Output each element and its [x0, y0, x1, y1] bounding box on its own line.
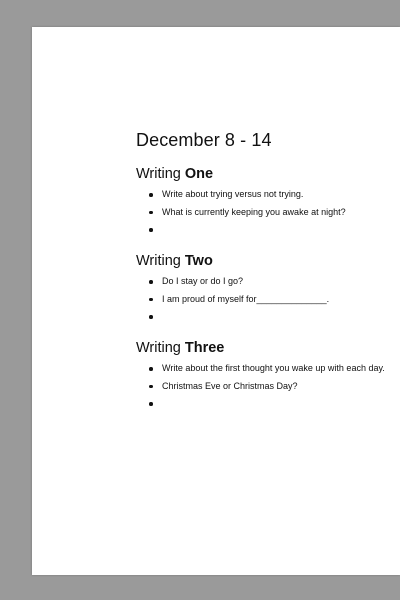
list-item-text: Christmas Eve or Christmas Day? [162, 380, 298, 391]
section-heading-prefix: Writing [136, 166, 181, 182]
section-heading-number: Three [184, 340, 225, 356]
bullet-icon [149, 367, 153, 371]
list-item-text: I am proud of myself for______________. [162, 293, 330, 304]
section-two-list [149, 273, 329, 326]
section-heading-number: One [184, 166, 214, 182]
section-heading-one [136, 166, 213, 182]
list-item-text: Write about the first thought you wake up with each day. [162, 363, 385, 373]
section-heading-number: Two [184, 253, 213, 269]
list-item [149, 186, 346, 204]
document-page [32, 27, 400, 575]
list-item [149, 378, 385, 396]
bullet-icon [149, 298, 153, 302]
bullet-icon [149, 211, 153, 215]
bullet-icon [149, 385, 153, 389]
list-item [149, 395, 385, 413]
bullet-icon [149, 280, 153, 284]
section-heading-three [136, 340, 224, 356]
list-item [149, 204, 346, 222]
section-heading-two [136, 253, 213, 269]
bullet-icon [149, 193, 153, 197]
section-three-list [149, 360, 385, 413]
list-item [149, 221, 346, 239]
list-item [149, 308, 329, 326]
section-heading-prefix: Writing [136, 340, 181, 356]
page-title: December 8 - 14 [136, 130, 272, 150]
bullet-icon [149, 228, 153, 232]
section-heading-prefix: Writing [136, 253, 181, 269]
list-item-text: Write about trying versus not trying. [162, 189, 304, 199]
list-item [149, 360, 385, 378]
list-item-text: Do I stay or do I go? [162, 276, 244, 286]
list-item [149, 273, 329, 291]
bullet-icon [149, 402, 153, 406]
list-item-text: What is currently keeping you awake at night? [162, 206, 346, 217]
list-item [149, 291, 329, 309]
bullet-icon [149, 315, 153, 319]
section-one-list [149, 186, 346, 239]
